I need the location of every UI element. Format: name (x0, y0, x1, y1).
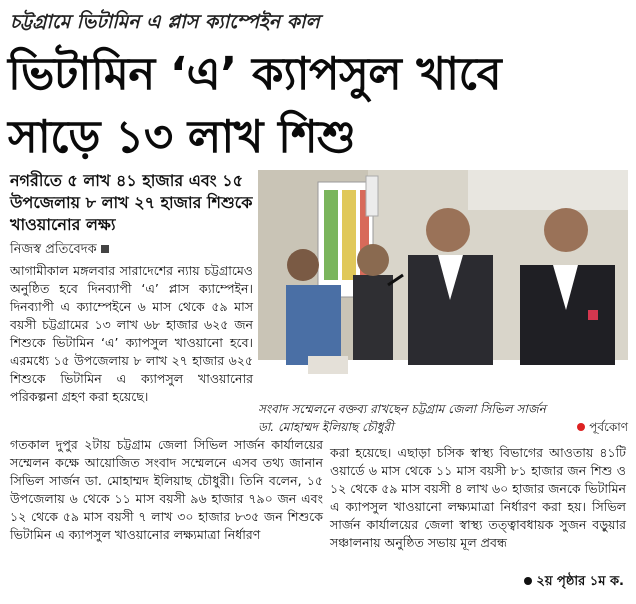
photo-credit-text: পূর্বকোণ (589, 420, 628, 434)
continuation-text: ২য় পৃষ্ঠার ১ম ক. (536, 574, 624, 589)
caption-line-2: ডা. মোহাম্মদ ইলিয়াছ চৌধুরী (258, 420, 394, 434)
kicker: চট্টগ্রামে ভিটামিন এ প্লাস ক্যাম্পেইন কাল (10, 11, 320, 33)
headline-line-2: সাড়ে ১৩ লাখ শিশু (8, 110, 356, 163)
caption-line-1: সংবাদ সম্মেলনে বক্তব্য রাখছেন চট্টগ্রাম জেলা সিভিল সার্জন (258, 402, 546, 416)
press-conference-photo (258, 170, 628, 400)
body-column-1-continued: গতকাল দুপুর ২টায় চট্টগ্রাম জেলা সিভিল সার্জন কার্যালয়ের সম্মেলন কক্ষে আয়োজিত সংবাদ সম্মেলনে এসব তথ্য জানান সিভিল সার্জন ডা. মোহাম্মদ ইলিয়াছ চৌধুরী। তিনি বলেন, ১৫ উপজেলায় ৬ থেকে ১১ মাস বয়সী ৯৬ হাজার ৭৯০ জন এবং ১২ থেকে ৫৯ মাস বয়সী ৭ লাখ ৩০ হাজার ৮৩৫ জন শিশুকে ভিটামিন এ ক্যাপসুল খাওয়ানোর লক্ষ্যমাত্রা নির্ধারণ (10, 437, 323, 542)
body-column-1: আগামীকাল মঙ্গলবার সারাদেশের ন্যায় চট্টগ্রামেও অনুষ্ঠিত হবে দিনব্যাপী ‘এ’ প্লাস ক্যাম্পেইন। দিনব্যাপী এ ক্যাম্পেইনে ৬ মাস থেকে ৫৯ মাস বয়সী চট্টগ্রামের ১৩ লাখ ৬৮ হাজার ৬২৫ জন শিশুকে ভিটামিন ‘এ’ ক্যাপসুল খাওয়ানো হবে। এরমধ্যে ১৫ উপজেলায় ৮ লাখ ২৭ হাজার ৬২৫ শিশুকে ভিটামিন এ ক্যাপসুল খাওয়ানোর পরিকল্পনা গ্রহণ করা হয়েছে। (10, 263, 253, 404)
continuation-note (524, 572, 624, 593)
byline (10, 240, 109, 261)
bullet-icon (524, 577, 532, 585)
photo-caption (258, 400, 628, 436)
headline-line-1: ভিটামিন ‘এ’ ক্যাপসুল খাবে (8, 47, 502, 100)
news-photo (258, 170, 628, 400)
byline-text: নিজস্ব প্রতিবেদক (10, 242, 97, 257)
photo-credit (577, 418, 628, 436)
red-dot-icon (577, 423, 585, 431)
subheadline: নগরীতে ৫ লাখ ৪১ হাজার এবং ১৫ উপজেলায় ৮ লাখ ২৭ হাজার শিশুকে খাওয়ানোর লক্ষ্য (10, 171, 253, 234)
square-bullet-icon (101, 245, 109, 253)
body-column-2: করা হয়েছে। এছাড়া চসিক স্বাস্থ্য বিভাগের আওতায় ৪১টি ওয়ার্ডে ৬ মাস থেকে ১১ মাস বয়সী ৮১ হাজার জন শিশু ও ১২ থেকে ৫৯ মাস বয়সী ৪ লাখ ৬০ হাজার জনকে ভিটামিন এ ক্যাপসুল খাওয়ানো লক্ষ্যমাত্রা নির্ধারণ করা হয়। সিভিল সার্জন কার্যালয়ের জেলা স্বাস্থ্য তত্ত্বাবধায়ক সুজন বড়ুয়ার সঞ্চালনায় অনুষ্ঠিত সভায় মূল প্রবন্ধ (330, 445, 626, 550)
